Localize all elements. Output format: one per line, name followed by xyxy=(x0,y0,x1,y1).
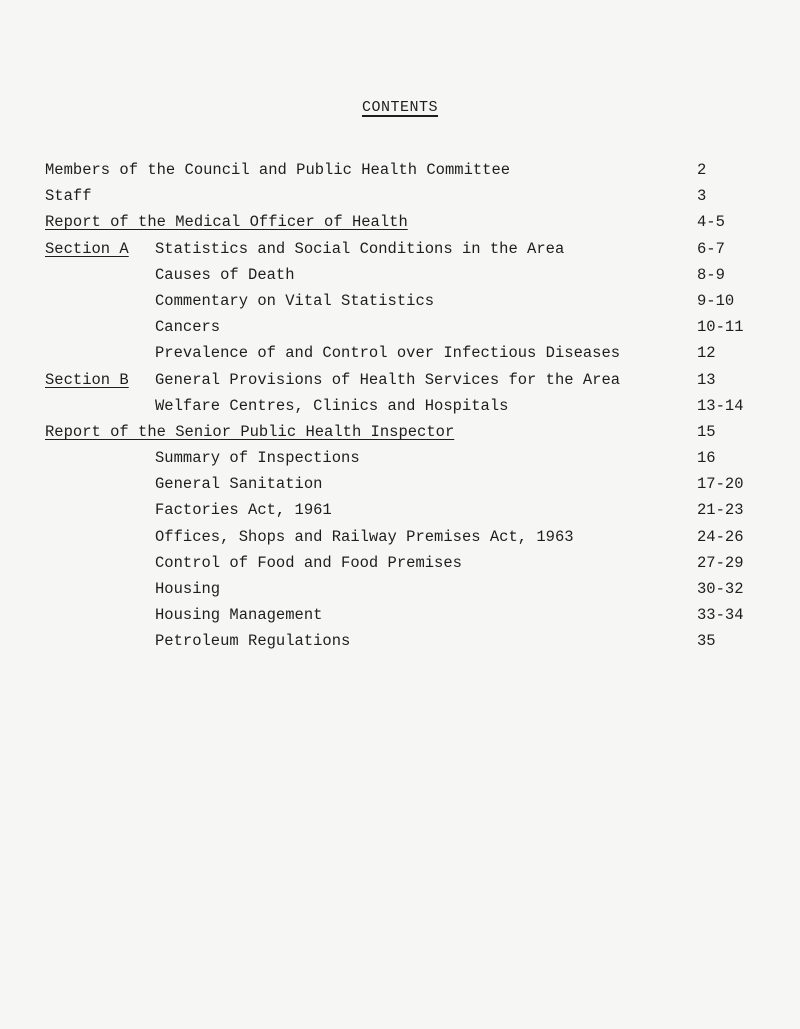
toc-entry-page: 3 xyxy=(697,187,707,206)
toc-entry-label: Housing xyxy=(155,580,221,598)
toc-entry xyxy=(45,602,750,628)
toc-entry-label: Control of Food and Food Premises xyxy=(155,553,462,572)
toc-entry xyxy=(45,367,750,393)
toc-entry-label: Statistics and Social Conditions in the Area xyxy=(155,239,565,258)
toc-entry-page: 10-11 xyxy=(697,318,744,337)
toc-entry xyxy=(45,209,750,235)
toc-entry xyxy=(45,419,750,445)
toc-entry-page: 24-26 xyxy=(697,527,744,546)
toc-entry-label: Factories Act, 1961 xyxy=(155,501,332,520)
toc-entry-page: 2 xyxy=(697,161,707,179)
toc-entry-page: 21-23 xyxy=(697,501,744,520)
toc-entry-page: 27-29 xyxy=(697,553,744,572)
toc-entry xyxy=(45,576,750,602)
toc-entry xyxy=(45,314,750,340)
toc-entry-page: 17-20 xyxy=(697,475,744,494)
toc-entry xyxy=(45,628,750,654)
toc-entry-page: 13-14 xyxy=(697,396,744,415)
toc-entry xyxy=(45,524,750,550)
toc-entry xyxy=(45,445,750,471)
toc-entry-label: Cancers xyxy=(155,318,221,337)
toc-entry xyxy=(45,393,750,419)
toc-entry-label: Causes of Death xyxy=(155,265,295,284)
toc-entry-label: Offices, Shops and Railway Premises Act, 1963 xyxy=(155,527,574,546)
toc-entry xyxy=(45,157,750,183)
toc-entry xyxy=(45,471,750,497)
toc-entry-label: Report of the Senior Public Health Inspector xyxy=(45,422,455,441)
contents-list xyxy=(45,157,750,655)
toc-entry xyxy=(45,262,750,288)
toc-entry-page: 35 xyxy=(697,632,716,651)
toc-entry-label: General Provisions of Health Services for the Area xyxy=(155,370,621,389)
toc-entry-page: 15 xyxy=(697,422,716,441)
toc-entry-label: Commentary on Vital Statistics xyxy=(155,291,435,310)
toc-entry-page: 12 xyxy=(697,344,716,363)
toc-entry-label: Petroleum Regulations xyxy=(155,632,351,651)
toc-entry-page: 13 xyxy=(697,370,716,389)
toc-entry-page: 16 xyxy=(697,449,716,468)
toc-entry-label: Summary of Inspections xyxy=(155,449,360,468)
toc-entry xyxy=(45,236,750,262)
toc-entry-label: Staff xyxy=(45,187,92,206)
toc-entry xyxy=(45,550,750,576)
toc-entry-label: General Sanitation xyxy=(155,475,323,494)
toc-entry xyxy=(45,183,750,209)
toc-entry xyxy=(45,288,750,314)
toc-entry-label: Report of the Medical Officer of Health xyxy=(45,213,408,232)
page-title: CONTENTS xyxy=(361,99,438,116)
toc-entry xyxy=(45,497,750,523)
toc-entry-label: Housing Management xyxy=(155,606,323,625)
toc-entry xyxy=(45,340,750,366)
toc-section-label: Section A xyxy=(45,239,129,258)
toc-entry-page: 8-9 xyxy=(697,265,725,284)
toc-entry-page: 33-34 xyxy=(697,606,744,625)
toc-entry-label: Prevalence of and Control over Infectious Diseases xyxy=(155,344,621,363)
toc-entry-label: Welfare Centres, Clinics and Hospitals xyxy=(155,396,509,415)
toc-entry-page: 30-32 xyxy=(697,580,744,598)
toc-entry-label: Members of the Council and Public Health Committee xyxy=(45,161,511,179)
toc-section-label: Section B xyxy=(45,370,129,389)
toc-entry-page: 9-10 xyxy=(697,291,735,310)
toc-entry-page: 4-5 xyxy=(697,213,725,232)
toc-entry-page: 6-7 xyxy=(697,239,725,258)
